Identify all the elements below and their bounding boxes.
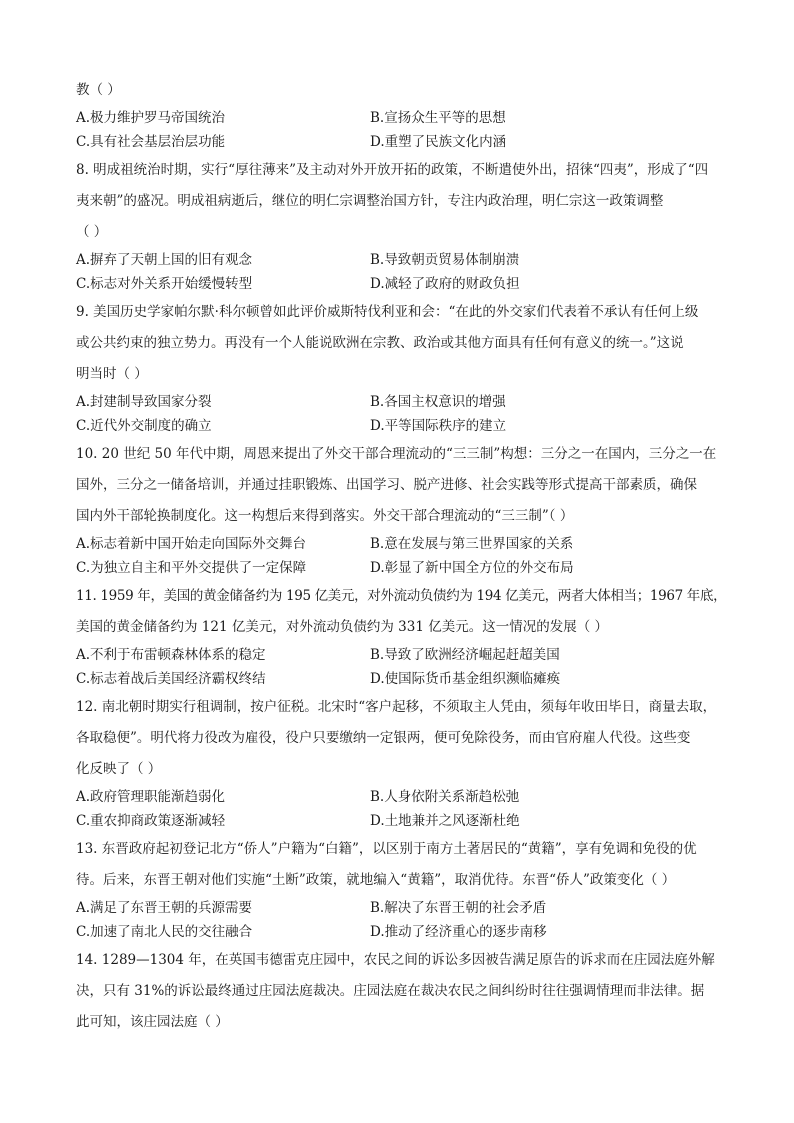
q11-option-a: A.不利于布雷顿森林体系的稳定: [76, 647, 266, 663]
q9-stem-line-3: 明当时（ ）: [76, 366, 148, 382]
q7-option-d: D.重塑了民族文化内涵: [370, 134, 507, 150]
q8-option-b: B.导致朝贡贸易体制崩溃: [370, 252, 520, 268]
q11-stem-line-1: 11. 1959 年，美国的黄金储备约为 195 亿美元，对外流动负债约为 194 亿美元，两者大体相当；1967 年底，: [76, 588, 727, 604]
q13-option-b: B.解决了东晋王朝的社会矛盾: [370, 900, 547, 916]
q9-option-d: D.平等国际秩序的建立: [370, 418, 507, 434]
q11-option-c: C.标志着战后美国经济霸权终结: [76, 671, 266, 687]
q11-option-b: B.导致了欧洲经济崛起赶超美国: [370, 647, 560, 663]
q13-stem-line-1: 13. 东晋政府起初登记北方“侨人”户籍为“白籍”，以区别于南方土著居民的“黄籍”，享有免调和免役的优: [76, 841, 697, 857]
q10-stem-line-1: 10. 20 世纪 50 年代中期，周恩来提出了外交干部合理流动的“三三制”构想：三分之一在国内，三分之一在: [76, 446, 717, 462]
q9-option-c: C.近代外交制度的确立: [76, 418, 212, 434]
q12-stem-line-3: 化反映了（ ）: [76, 761, 162, 777]
q14-stem-line-2: 决，只有 31%的诉讼最终通过庄园法庭裁决。庄园法庭在裁决农民之间纠纷时往往强调情理而非法律。据: [76, 983, 705, 999]
q7-option-c: C.具有社会基层治层功能: [76, 134, 226, 150]
q13-stem-line-2: 待。后来，东晋王朝对他们实施“土断”政策，就地编入“黄籍”，取消优待。东晋“侨人”政策变化（ ）: [76, 872, 676, 888]
q12-stem-line-1: 12. 南北朝时期实行租调制，按户征税。北宋时“客户起移，不须取主人凭由，须每年收田毕日，商量去取，: [76, 699, 717, 715]
q8-option-a: A.摒弃了天朝上国的旧有观念: [76, 252, 253, 268]
q10-stem-line-3: 国内外干部轮换制度化。这一构想后来得到落实。外交干部合理流动的“三三制”（ ）: [76, 508, 574, 524]
q10-option-d: D.彰显了新中国全方位的外交布局: [370, 560, 574, 576]
q12-option-d: D.土地兼并之风逐渐杜绝: [370, 813, 520, 829]
q8-option-d: D.减轻了政府的财政负担: [370, 276, 520, 292]
q11-stem-line-2: 美国的黄金储备约为 121 亿美元，对外流动负债约为 331 亿美元。这一情况的发展（ ）: [76, 619, 608, 635]
q14-stem-line-1: 14. 1289—1304 年，在英国韦德雷克庄园中，农民之间的诉讼多因被告满足原告的诉求而在庄园法庭外解: [76, 952, 715, 968]
q12-option-b: B.人身依附关系渐趋松弛: [370, 789, 520, 805]
q8-stem-line-3: （ ）: [76, 224, 108, 240]
q12-option-c: C.重农抑商政策逐渐减轻: [76, 813, 226, 829]
q10-option-c: C.为独立自主和平外交提供了一定保障: [76, 560, 307, 576]
q9-stem-line-1: 9. 美国历史学家帕尔默·科尔顿曾如此评价威斯特伐利亚和会：“在此的外交家们代表着不承认有任何上级: [76, 304, 699, 320]
q8-option-c: C.标志对外关系开始缓慢转型: [76, 276, 253, 292]
q10-option-a: A.标志着新中国开始走向国际外交舞台: [76, 536, 307, 552]
q9-option-b: B.各国主权意识的增强: [370, 394, 506, 410]
q9-option-a: A.封建制导致国家分裂: [76, 394, 212, 410]
q12-stem-line-2: 各取稳便”。明代将力役改为雇役，役户只要缴纳一定银两，便可免除役务，而由官府雇人代役。这些变: [76, 730, 691, 746]
q10-option-b: B.意在发展与第三世界国家的关系: [370, 536, 574, 552]
q13-option-c: C.加速了南北人民的交往融合: [76, 924, 253, 940]
q7-option-b: B.宣扬众生平等的思想: [370, 110, 506, 126]
q9-stem-line-2: 或公共约束的独立势力。再没有一个人能说欧洲在宗教、政治或其他方面具有任何有意义的统一。”这说: [76, 335, 684, 351]
q8-stem-line-1: 8. 明成祖统治时期，实行“厚往薄来”及主动对外开放开拓的政策，不断遣使外出，招徕“四夷”，形成了“四: [76, 162, 709, 178]
q14-stem-line-3: 此可知，该庄园法庭（ ）: [76, 1014, 229, 1030]
q7-option-a: A.极力维护罗马帝国统治: [76, 110, 226, 126]
q7-stem-end: 教（ ）: [76, 82, 121, 98]
q13-option-a: A.满足了东晋王朝的兵源需要: [76, 900, 253, 916]
q8-stem-line-2: 夷来朝”的盛况。明成祖病逝后，继位的明仁宗调整治国方针，专注内政治理，明仁宗这一政策调整: [76, 193, 664, 209]
q11-option-d: D.使国际货币基金组织濒临瘫痪: [370, 671, 561, 687]
q12-option-a: A.政府管理职能渐趋弱化: [76, 789, 226, 805]
q13-option-d: D.推动了经济重心的逐步南移: [370, 924, 547, 940]
q10-stem-line-2: 国外，三分之一储备培训，并通过挂职锻炼、出国学习、脱产进修、社会实践等形式提高干部素质，确保: [76, 477, 697, 493]
